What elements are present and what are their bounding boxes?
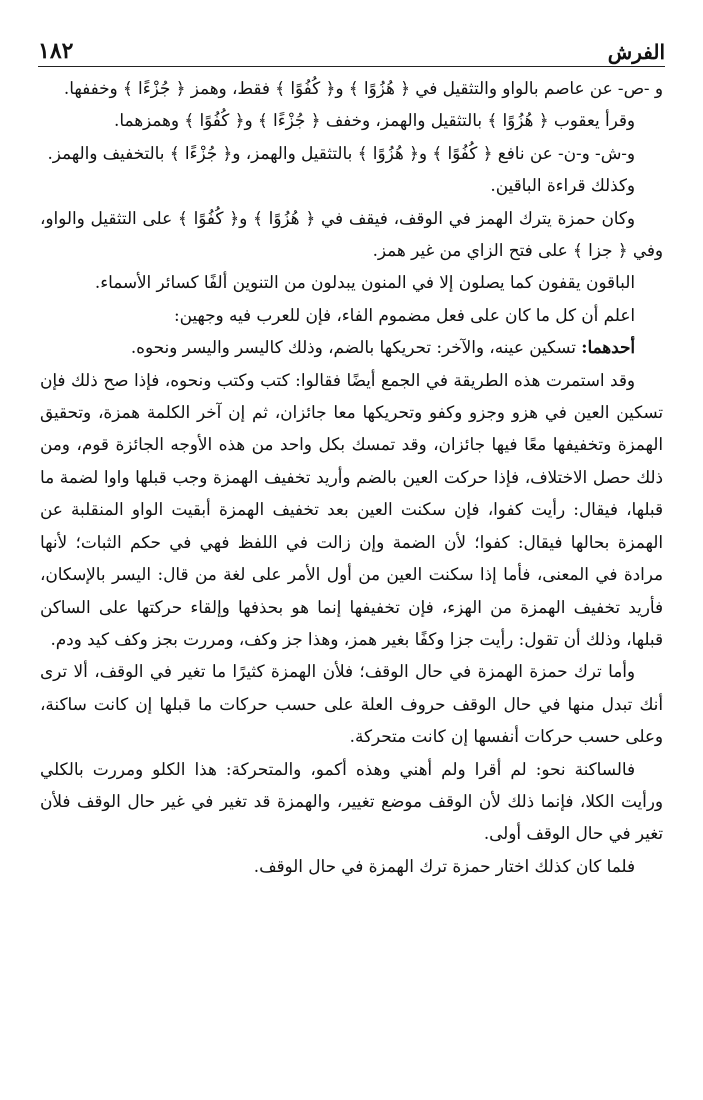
- paragraph-4: وكذلك قراءة الباقين.: [490, 175, 635, 196]
- page-body: [40, 72, 663, 882]
- paragraph-12: فلما كان كذلك اختار حمزة ترك الهمزة في حال الوقف.: [253, 855, 635, 876]
- paragraph-5: وكان حمزة يترك الهمز في الوقف، فيقف في ﴿ هُزُوًا ﴾ و﴿ كُفُوًا ﴾ على التثقيل والواو، وفي ﴿ جزا ﴾ على فتح الزاي من غير همز.: [40, 207, 663, 261]
- paragraph-1: و -ص- عن عاصم بالواو والتثقيل في ﴿ هُزُوًا ﴾ و﴿ كُفُوًا ﴾ فقط، وهمز ﴿ جُزْءًا ﴾ وخففها.: [63, 78, 663, 98]
- page-number: ١٨٢: [38, 38, 74, 64]
- paragraph-10: وأما ترك حمزة الهمزة في حال الوقف؛ فلأن الهمزة كثيرًا ما تغير في الوقف، ألا ترى أنك تبدل منها في حال الوقف حروف العلة على حسب حركات ما قبلها إن كانت ساكنة، وعلى حسب حركات أنفسها إن كانت متحركة.: [40, 661, 663, 747]
- paragraph-7: اعلم أن كل ما كان على فعل مضموم الفاء، فإن للعرب فيه وجهين:: [173, 304, 635, 325]
- paragraph-6: الباقون يقفون كما يصلون إلا في المنون يبدلون من التنوين ألفًا كسائر الأسماء.: [94, 272, 635, 293]
- page-header: [38, 30, 665, 67]
- paragraph-8: [40, 331, 663, 363]
- paragraph-11: فالساكنة نحو: لم أقرا ولم أهني وهذه أكمو، والمتحركة: هذا الكلو ومررت بالكلي ورأيت الكلا، فإنما ذلك لأن الوقف موضع تغيير، والهمزة قد تغير في غير حال الوقف فلأن تغير في حال الوقف أولى.: [40, 758, 663, 844]
- paragraph-9: وقد استمرت هذه الطريقة في الجمع أيضًا فقالوا: كتب وكتب ونحوه، فإذا صح ذلك فإن تسكين العين في هزو وجزو وكفو وتحريكها معا جائزان، ثم إن آخر الكلمة همزة، وتحقيق الهمزة وتخفيفها معًا فيها جائزان، وقد تمسك بكل واحد من هذه الأوجه الجائزة قوم، ومن ذلك حصل الاختلاف، فإذا حركت العين بالضم وأريد تخفيف الهمزة وجب قبلها واوا لضمة ما قبلها، فيقال: رأيت كفوا، فإن سكنت العين بعد تخفيف الهمزة أبقيت الواو المنقلبة عن الهمزة بحالها فيقال: كفوا؛ لأن الضمة وإن زالت في اللفظ فهي في حكم الثبات؛ لأنها مرادة في المعنى، فأما إذا سكنت العين من أول الأمر على لغة من قال: اليسر بالإسكان، فأريد تخفيف الهمزة من الهزء، فإن تخفيفها إنما هو بحذفها وإلقاء حركتها على الساكن قبلها، وذلك أن تقول: رأيت جزا وكفًا بغير همز، وهذا جز وكف، ومررت بجز وكف كيد ودم.: [40, 369, 663, 649]
- paragraph-2: وقرأ يعقوب ﴿ هُزُوًا ﴾ بالتثقيل والهمز، وخفف ﴿ جُزْءًا ﴾ و﴿ كُفُوًا ﴾ وهمزهما.: [114, 110, 635, 131]
- running-title: الفرش: [607, 40, 665, 64]
- paragraph-8-text: تسكين عينه، والآخر: تحريكها بالضم، وذلك كاليسر واليسر ونحوه.: [130, 337, 582, 358]
- paragraph-8-lead: أحدهما:: [581, 337, 635, 358]
- paragraph-3: و-ش- و-ن- عن نافع ﴿ كُفُوًا ﴾ و﴿ هُزُوًا ﴾ بالتثقيل والهمز، و﴿ جُزْءًا ﴾ بالتخفيف والهمز.: [47, 142, 635, 163]
